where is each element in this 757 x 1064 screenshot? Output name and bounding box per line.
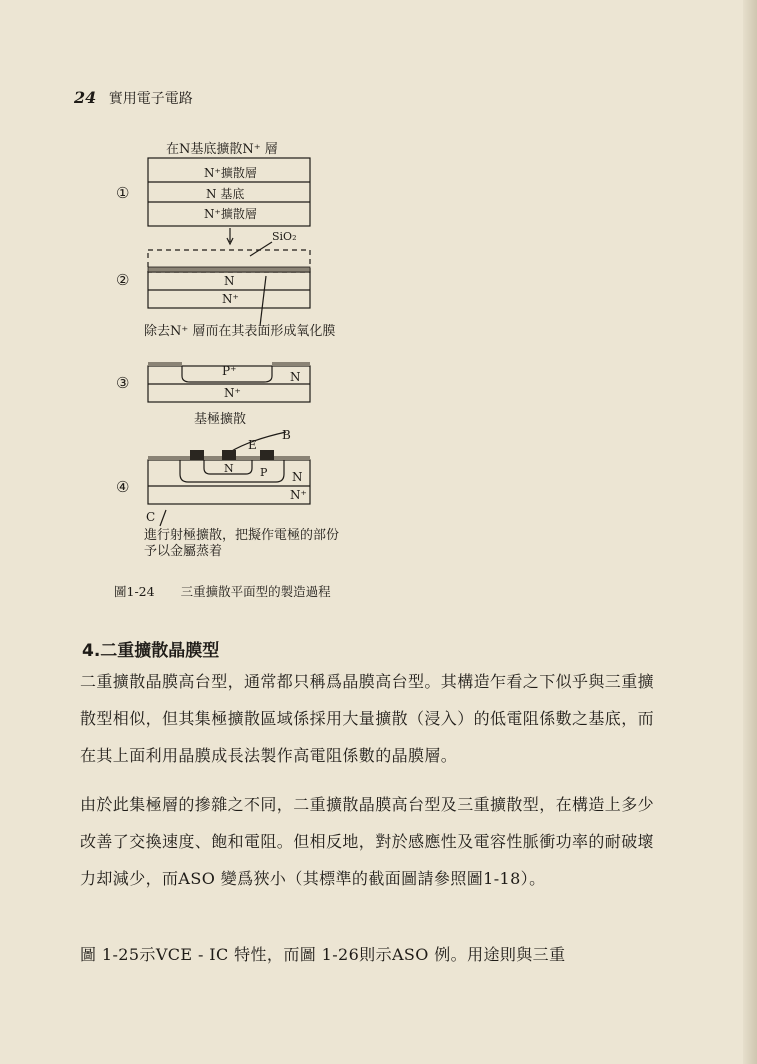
- step2-note: 除去N⁺ 層而在其表面形成氧化膜: [144, 324, 336, 339]
- book-title: 實用電子電路: [108, 91, 193, 107]
- figure-1-24: [100, 130, 420, 610]
- step4-region-n-inner: N: [224, 462, 234, 475]
- electrode-emitter: [222, 450, 236, 460]
- figure-title: 在N基底擴散N⁺ 層: [166, 142, 278, 157]
- step4-layer-nplus: N⁺: [290, 488, 307, 502]
- paragraph-1: 二重擴散晶膜高台型，通常都只稱爲晶膜高台型。其構造乍看之下似乎與三重擴散型相似，但其集極擴散區域係採用大量擴散（浸入）的低電阻係數之基底，而在其上面利用晶膜成長法製作高電阻係數的晶膜層。: [80, 672, 655, 765]
- step4-marker: ④: [116, 478, 130, 496]
- running-head: [74, 88, 193, 108]
- step2-layer-n: N: [224, 274, 235, 288]
- step1-layer-bottom: N⁺擴散層: [204, 207, 257, 221]
- step2-layer-nplus: N⁺: [222, 292, 239, 306]
- section-title: 4.二重擴散晶膜型: [82, 641, 220, 661]
- caption-text: 三重擴散平面型的製造過程: [180, 584, 331, 599]
- step3-region-n: N: [290, 370, 301, 384]
- step3-region-p: P⁺: [222, 364, 237, 378]
- step2-oxide-label: SiO₂: [272, 230, 297, 243]
- step3-marker: ③: [116, 374, 130, 392]
- step4-electrode-c: C: [146, 510, 156, 524]
- page-number: 24: [74, 88, 97, 107]
- step1-layer-mid: N 基底: [206, 187, 245, 201]
- step4-region-p: P: [260, 466, 268, 479]
- step4-note-line2: 予以金屬蒸着: [144, 544, 223, 559]
- step4-electrode-e: E: [248, 438, 257, 452]
- step2-oxide: [148, 267, 310, 272]
- paragraph-2: 由於此集極層的摻雜之不同，二重擴散晶膜高台型及三重擴散型，在構造上多少改善了交換速度、飽和電阻。但相反地，對於感應性及電容性脈衝功率的耐破壞力却減少，而ASO 變爲狹小（其標準的截面圖請參照圖1-18）。: [80, 795, 655, 888]
- electrode-base-left: [190, 450, 204, 460]
- step1-layer-top: N⁺擴散層: [204, 166, 257, 180]
- step4-region-n: N: [292, 470, 303, 484]
- caption-number: 圖1-24: [114, 584, 155, 599]
- step3-oxide-right: [272, 362, 310, 366]
- step3-note: 基極擴散: [194, 412, 247, 427]
- electrode-base-right: [260, 450, 274, 460]
- step1-marker: ①: [116, 184, 130, 202]
- step3-layer-nplus: N⁺: [224, 386, 241, 400]
- step4-note-line1: 進行射極擴散，把擬作電極的部份: [144, 528, 340, 543]
- figure-caption: [114, 582, 331, 600]
- step4-electrode-b: B: [282, 428, 291, 442]
- step2-marker: ②: [116, 271, 130, 289]
- page-edge-shadow: [743, 0, 757, 1064]
- step3-oxide-left: [148, 362, 182, 366]
- paragraph-3: 圖 1-25示VCE - IC 特性，而圖 1-26則示ASO 例。用途則與三重: [80, 945, 566, 964]
